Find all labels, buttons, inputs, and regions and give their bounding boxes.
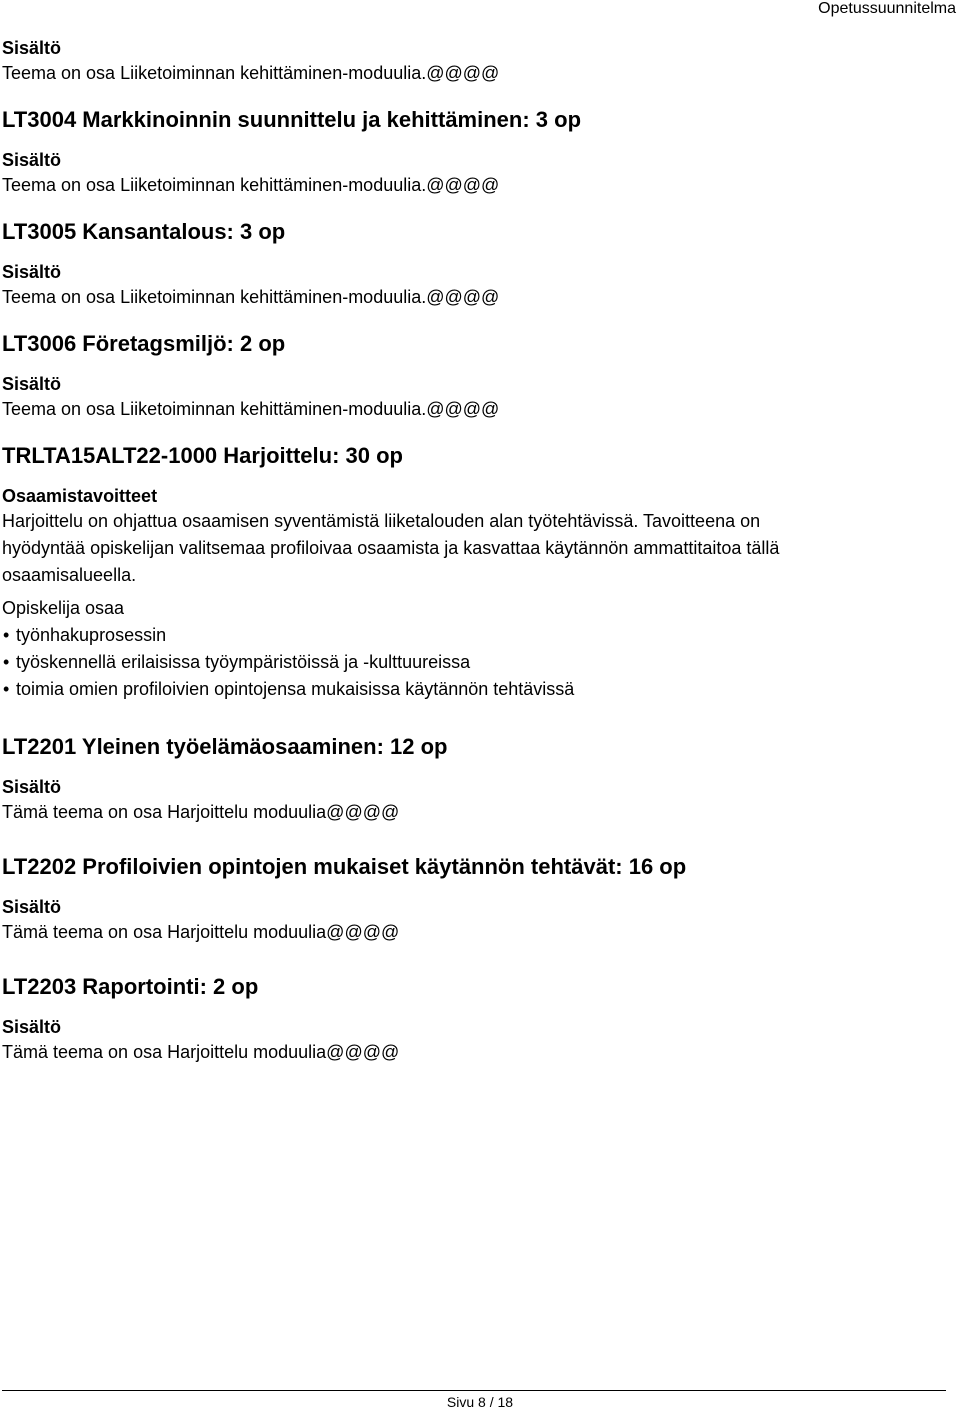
course-title: LT3004 Markkinoinnin suunnittelu ja kehittäminen: 3 op <box>2 107 582 132</box>
course-section <box>2 106 946 198</box>
course-title: LT2201 Yleinen työelämäosaaminen: 12 op <box>2 734 448 759</box>
skills-intro: Opiskelija osaa <box>2 598 125 618</box>
objectives-line: hyödyntää opiskelijan valitsemaa profiloivaa osaamista ja kasvattaa käytännön ammattitaitoa tällä <box>2 538 780 558</box>
objectives-line: Harjoittelu on ohjattua osaamisen syventämistä liiketalouden alan työtehtävissä. Tavoitteena on <box>2 511 761 531</box>
course-title: LT2203 Raportointi: 2 op <box>2 974 259 999</box>
document-type-header: Opetussuunnitelma <box>818 0 956 17</box>
section-text: Teema on osa Liiketoiminnan kehittäminen-moduulia.@@@@ <box>2 287 500 307</box>
section-text: Tämä teema on osa Harjoittelu moduulia@@@@ <box>2 922 400 942</box>
course-section <box>2 973 946 1065</box>
section-text: Teema on osa Liiketoiminnan kehittäminen-moduulia.@@@@ <box>2 175 500 195</box>
course-title: LT3006 Företagsmiljö: 2 op <box>2 331 286 356</box>
course-title: LT3005 Kansantalous: 3 op <box>2 219 286 244</box>
section-label: Sisältö <box>2 1017 62 1037</box>
course-section <box>2 853 946 945</box>
course-title: LT2202 Profiloivien opintojen mukaiset käytännön tehtävät: 16 op <box>2 854 687 879</box>
course-section <box>2 36 946 86</box>
section-label: Sisältö <box>2 374 62 394</box>
section-text: Tämä teema on osa Harjoittelu moduulia@@@@ <box>2 802 400 822</box>
section-text: Teema on osa Liiketoiminnan kehittäminen-moduulia.@@@@ <box>2 399 500 419</box>
skills-list <box>2 622 946 703</box>
course-section <box>2 733 946 825</box>
footer-divider <box>2 1390 946 1391</box>
section-label: Sisältö <box>2 262 62 282</box>
section-label: Sisältö <box>2 777 62 797</box>
list-item: • työnhakuprosessin <box>2 622 946 649</box>
list-item: • työskennellä erilaisissa työympäristöissä ja -kulttuureissa <box>2 649 946 676</box>
page-number: Sivu 8 / 18 <box>446 1394 514 1410</box>
course-section <box>2 330 946 422</box>
section-label: Sisältö <box>2 38 62 58</box>
module-title: TRLTA15ALT22-1000 Harjoittelu: 30 op <box>2 443 403 468</box>
document-content <box>2 36 946 1065</box>
section-text: Teema on osa Liiketoiminnan kehittäminen-moduulia.@@@@ <box>2 63 500 83</box>
section-label: Sisältö <box>2 150 62 170</box>
module-section <box>2 442 946 703</box>
objectives-line: osaamisalueella. <box>2 565 137 585</box>
course-section <box>2 218 946 310</box>
section-label: Sisältö <box>2 897 62 917</box>
section-text: Tämä teema on osa Harjoittelu moduulia@@@@ <box>2 1042 400 1062</box>
learning-objectives-label: Osaamistavoitteet <box>2 486 158 506</box>
list-item: • toimia omien profiloivien opintojensa mukaisissa käytännön tehtävissä <box>2 676 946 703</box>
